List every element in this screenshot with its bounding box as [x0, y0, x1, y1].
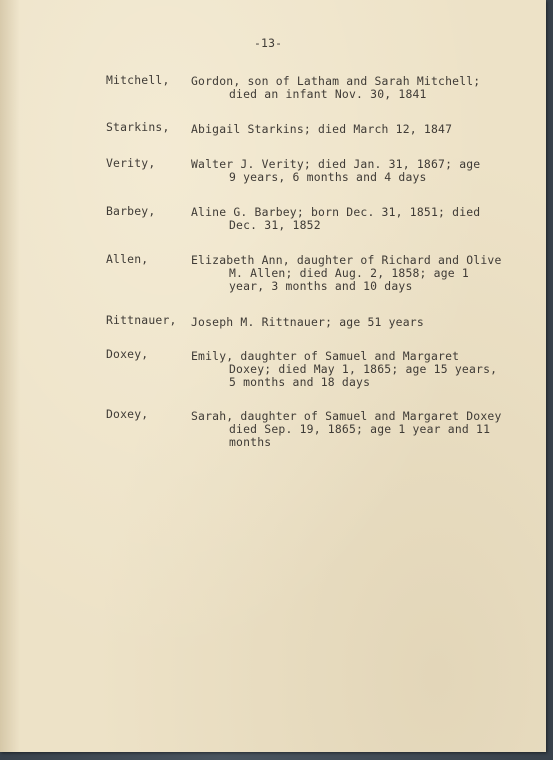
entry-text-line: Sarah, daughter of Samuel and Margaret Doxey [191, 409, 502, 423]
entry-text-line: Aline G. Barbey; born Dec. 31, 1851; died [191, 205, 481, 219]
entry-text-line: year, 3 months and 10 days [229, 279, 413, 293]
entry-text-line: Elizabeth Ann, daughter of Richard and Olive [191, 253, 502, 267]
entry-text-line: Walter J. Verity; died Jan. 31, 1867; age [191, 157, 481, 171]
entry-text-line: Abigail Starkins; died March 12, 1847 [191, 122, 453, 136]
entry-surname: Barbey, [106, 204, 156, 218]
entry-text-line: Joseph M. Rittnauer; age 51 years [191, 315, 424, 329]
entry-text-line: Dec. 31, 1852 [229, 218, 321, 232]
entry-surname: Allen, [106, 252, 149, 266]
entry-surname: Mitchell, [106, 73, 170, 87]
entry-text-line: died Sep. 19, 1865; age 1 year and 11 [229, 422, 491, 436]
entry-text-line: Gordon, son of Latham and Sarah Mitchell; [191, 74, 481, 88]
entry-text-line: 9 years, 6 months and 4 days [229, 170, 427, 184]
entry-surname: Rittnauer, [106, 313, 177, 327]
entry-surname: Doxey, [106, 407, 149, 421]
page-binding-shadow [0, 0, 20, 752]
entry-surname: Verity, [106, 156, 156, 170]
entry-text-line: M. Allen; died Aug. 2, 1858; age 1 [229, 266, 469, 280]
entry-text-line: Emily, daughter of Samuel and Margaret [191, 349, 460, 363]
entry-surname: Doxey, [106, 347, 149, 361]
entry-surname: Starkins, [106, 120, 170, 134]
entry-text-line: 5 months and 18 days [229, 375, 371, 389]
entry-text-line: Doxey; died May 1, 1865; age 15 years, [229, 362, 498, 376]
entry-text-line: months [229, 435, 272, 449]
page-number: -13- [254, 36, 283, 50]
entry-text-line: died an infant Nov. 30, 1841 [229, 87, 427, 101]
